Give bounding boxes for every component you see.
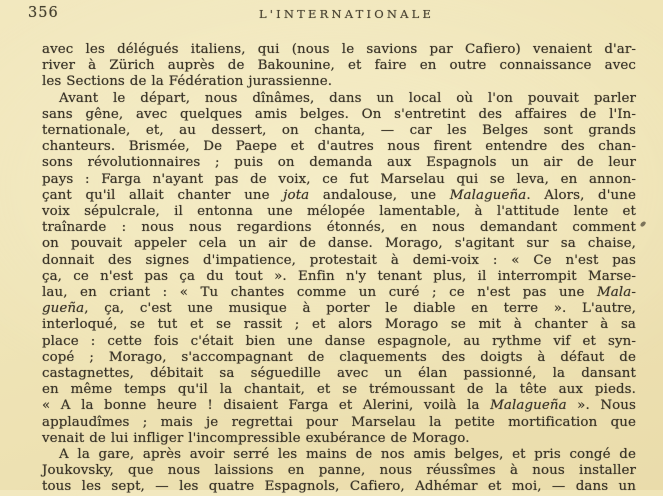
text-line bbox=[42, 350, 636, 366]
text-line bbox=[42, 317, 636, 333]
running-head bbox=[0, 4, 663, 24]
text-segment: river à Zürich auprès de Bakounine, et faire en outre connaissance avec bbox=[42, 58, 636, 74]
italic-text: gueña bbox=[42, 301, 85, 317]
text-segment: place : cette fois c'était bien une danse espagnole, au rythme vif et syn- bbox=[42, 333, 636, 349]
text-line bbox=[42, 42, 636, 58]
text-segment: , ça, c'est une musique à porter le diable en terre ». L'autre, bbox=[84, 301, 636, 317]
page-number: 356 bbox=[28, 5, 59, 21]
text-segment: copé ; Morago, s'accompagnant de claquements des doigts à défaut de bbox=[42, 349, 636, 365]
text-segment: Avant le départ, nous dînâmes, dans un local où l'on pouvait parler bbox=[59, 90, 636, 106]
text-line bbox=[42, 58, 636, 74]
text-segment: ternationale, et, au dessert, on chanta, — car les Belges sont grands bbox=[42, 123, 636, 139]
text-line bbox=[42, 269, 636, 285]
text-segment: A la gare, après avoir serré les mains de nos amis belges, et pris congé de bbox=[59, 447, 636, 463]
text-line bbox=[42, 155, 636, 171]
text-line bbox=[42, 447, 636, 463]
italic-text: Mala- bbox=[597, 285, 636, 301]
running-title: L'INTERNATIONALE bbox=[258, 7, 435, 21]
text-segment: tous les sept, — les quatre Espagnols, Cafiero, Adhémar et moi, — dans un bbox=[42, 479, 636, 495]
text-segment: donnait des signes d'impatience, protestait à demi-voix : « Ce n'est pas bbox=[42, 252, 636, 268]
text-segment: castagnettes, débitait sa séguedille avec un élan passionné, la dansant bbox=[42, 366, 636, 382]
text-line bbox=[42, 139, 636, 155]
text-line bbox=[42, 479, 636, 495]
text-segment: sons révolutionnaires ; puis on demanda aux Espagnols un air de leur bbox=[42, 155, 636, 171]
text-segment: « A la bonne heure ! disaient Farga et Alerini, voilà la bbox=[42, 398, 491, 414]
ink-speck-artifact bbox=[640, 220, 647, 227]
text-segment: les Sections de la Fédération jurassienne. bbox=[42, 74, 333, 90]
text-line bbox=[42, 204, 636, 220]
text-segment: chanteurs. Brismée, De Paepe et d'autres nous firent entendre des chan- bbox=[42, 139, 636, 155]
text-line bbox=[42, 415, 636, 431]
text-segment: . Alors, d'une bbox=[526, 187, 636, 203]
text-segment: ». Nous bbox=[566, 398, 637, 414]
text-line bbox=[42, 172, 636, 188]
text-line bbox=[42, 431, 636, 447]
text-line bbox=[42, 463, 636, 479]
text-line bbox=[42, 253, 636, 269]
italic-text: Malagueña bbox=[449, 187, 527, 203]
text-block bbox=[42, 42, 636, 496]
text-segment: voix sépulcrale, il entonna une mélopée lamentable, à l'attitude lente et bbox=[42, 204, 636, 220]
text-line bbox=[42, 398, 636, 414]
text-segment: sans gêne, avec quelques amis belges. On s'entretint des affaires de l'In- bbox=[42, 106, 636, 122]
text-line bbox=[42, 123, 636, 139]
text-line bbox=[42, 382, 636, 398]
text-line bbox=[42, 74, 636, 90]
text-line bbox=[42, 107, 636, 123]
text-segment: interloqué, se tut et se rassit ; et alors Morago se mit à chanter à sa bbox=[42, 317, 636, 333]
text-line bbox=[42, 236, 636, 252]
text-segment: ça, ce n'est pas ça du tout ». Enfin n'y tenant plus, il interrompit Marse- bbox=[42, 268, 636, 284]
text-line bbox=[42, 301, 636, 317]
text-line bbox=[42, 334, 636, 350]
text-segment: traînarde : nous nous regardions étonnés, en nous demandant comment bbox=[42, 220, 636, 236]
text-segment: pays : Farga n'ayant pas de voix, ce fut Marselau qui se leva, en annon- bbox=[42, 171, 636, 187]
text-segment: çant qu'il allait chanter une bbox=[42, 187, 284, 203]
text-segment: en même temps qu'il la chantait, et se trémoussant de la tête aux pieds. bbox=[42, 382, 636, 398]
text-line bbox=[42, 366, 636, 382]
text-segment: venait de lui infliger l'incompressible exubérance de Morago. bbox=[42, 430, 470, 446]
text-segment: on pouvait appeler cela un air de danse. Morago, s'agitant sur sa chaise, bbox=[42, 236, 636, 252]
text-segment: andalouse, une bbox=[309, 187, 450, 203]
text-segment: avec les délégués italiens, qui (nous le savions par Cafiero) venaient d'ar- bbox=[42, 42, 636, 57]
text-line bbox=[42, 220, 636, 236]
italic-text: Malagueña bbox=[490, 398, 567, 414]
italic-text: jota bbox=[283, 187, 310, 203]
text-segment: lau, en criant : « Tu chantes comme un curé ; ce n'est pas une bbox=[42, 285, 597, 301]
text-line bbox=[42, 188, 636, 204]
text-segment: Joukovsky, que nous laissions en panne, nous réussîmes à nous installer bbox=[42, 463, 636, 479]
text-line bbox=[42, 285, 636, 301]
text-line bbox=[42, 91, 636, 107]
text-segment: applaudîmes ; mais je regrettai pour Marselau la petite mortification que bbox=[42, 414, 636, 430]
